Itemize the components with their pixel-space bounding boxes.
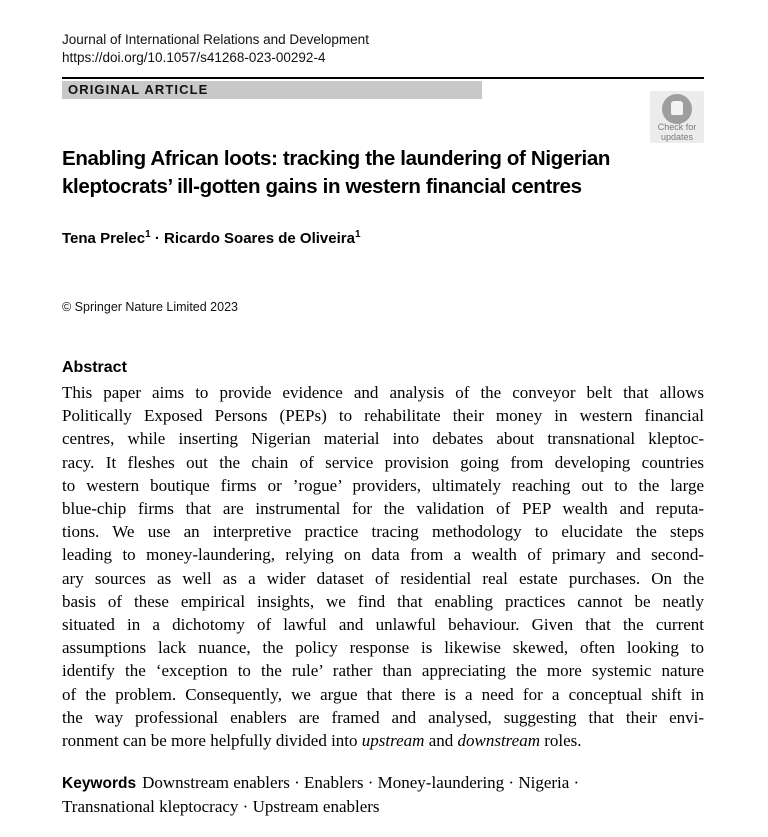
article-type-label: ORIGINAL ARTICLE	[68, 82, 209, 97]
abstract-line: blue-chip firms that are instrumental for the validation of PEP wealth and reputa-	[62, 499, 704, 519]
check-for-updates-label	[650, 123, 704, 142]
text-run: and	[424, 731, 458, 751]
abstract-line: Politically Exposed Persons (PEPs) to rehabilitate their money in western financial	[62, 406, 704, 426]
abstract-line: basis of these empirical insights, we find that enabling practices cannot be neatly	[62, 591, 704, 611]
abstract-line: identify the ‘exception to the rule’ rather than appreciating the more systemic nature	[62, 661, 704, 681]
emphasis-upstream: upstream	[361, 731, 425, 751]
text-run: roles.	[540, 731, 582, 751]
journal-name: Journal of International Relations and Development	[62, 32, 369, 47]
abstract-heading: Abstract	[62, 359, 127, 376]
keywords-label: Keywords	[62, 775, 137, 792]
abstract-line: leading to money-laundering, relying on data from a wealth of primary and second-	[62, 545, 704, 565]
emphasis-downstream: downstream	[457, 731, 540, 751]
abstract-line: of the problem. Consequently, we argue that there is a need for a conceptual shift in	[62, 684, 704, 704]
keywords-line	[62, 771, 704, 795]
abstract-line: racy. It fleshes out the chain of service provision going from developing countries	[62, 452, 704, 472]
keywords-section	[62, 771, 704, 818]
keywords-list: Downstream enablers · Enablers · Money-laundering · Nigeria ·	[142, 773, 580, 792]
crossmark-icon	[662, 94, 692, 124]
article-title	[62, 145, 662, 201]
keywords-line: Transnational kleptocracy · Upstream enablers	[62, 797, 380, 817]
bookmark-glyph	[671, 101, 683, 115]
abstract-body	[62, 381, 704, 752]
doi-link[interactable]: https://doi.org/10.1057/s41268-023-00292-4	[62, 50, 326, 65]
abstract-line: assumptions lack nuance, the policy response is likewise skewed, often looking to	[62, 638, 704, 658]
journal-header	[62, 31, 369, 67]
badge-line-1: Check for	[657, 122, 697, 132]
author-name[interactable]: Tena Prelec	[62, 230, 146, 247]
author-list	[62, 229, 361, 249]
author-separator: ·	[150, 230, 165, 247]
abstract-line: centres, while inserting Nigerian material into debates about transnational kleptoc-	[62, 429, 704, 449]
affiliation-marker[interactable]: 1	[354, 229, 361, 240]
text-run: ronment can be more helpfully divided into	[62, 731, 362, 751]
abstract-line: situated in a dichotomy of lawful and unlawful behaviour. Given that the current	[62, 615, 704, 635]
article-type-bar	[62, 81, 482, 99]
abstract-line: ary sources as well as a wider dataset of residential real estate purchases. On the	[62, 568, 704, 588]
author-name[interactable]: Ricardo Soares de Oliveira	[164, 230, 355, 247]
title-line: Enabling African loots: tracking the laundering of Nigerian	[62, 147, 611, 170]
abstract-last-line	[62, 729, 704, 752]
abstract-line: the way professional enablers are framed and analysed, suggesting that their envi-	[62, 707, 704, 727]
affiliation-marker[interactable]: 1	[145, 229, 151, 240]
abstract-line: to western boutique firms or ’rogue’ providers, ultimately reaching out to the large	[62, 475, 704, 495]
copyright-notice: © Springer Nature Limited 2023	[62, 300, 238, 314]
check-for-updates-button[interactable]	[650, 91, 704, 143]
header-rule	[62, 77, 704, 79]
abstract-line: This paper aims to provide evidence and analysis of the conveyor belt that allows	[62, 383, 704, 402]
title-line: kleptocrats’ ill-gotten gains in western financial centres	[62, 175, 582, 198]
abstract-line: tions. We use an interpretive practice tracing methodology to elucidate the steps	[62, 522, 704, 542]
badge-line-2: updates	[660, 131, 694, 142]
